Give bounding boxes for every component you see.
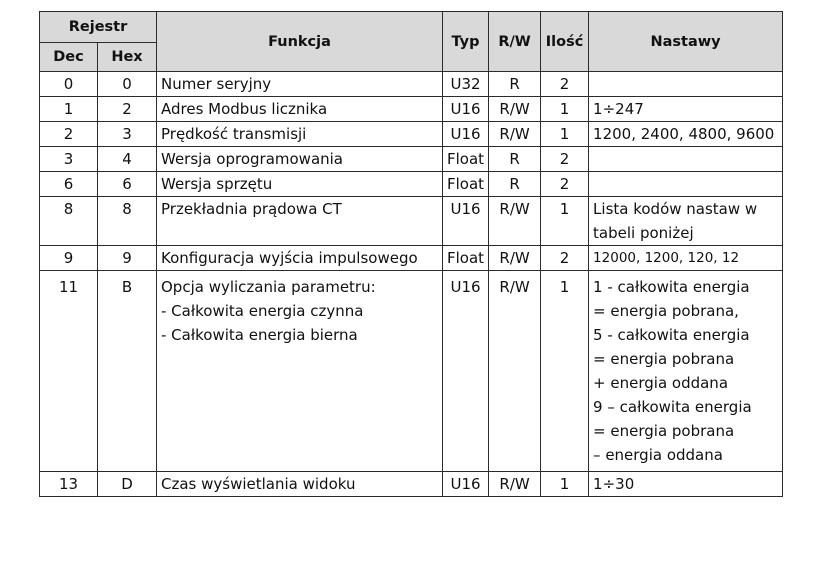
cell-dec: 11 — [40, 271, 98, 472]
table-row — [40, 147, 783, 172]
cell-hex: D — [98, 472, 157, 497]
cell-dec: 3 — [40, 147, 98, 172]
cell-typ: U32 — [443, 72, 489, 97]
cell-nastawy — [589, 147, 783, 172]
header-rejestr: Rejestr — [40, 12, 157, 43]
cell-typ: Float — [443, 147, 489, 172]
cell-rw: R/W — [489, 122, 541, 147]
cell-ilosc: 1 — [541, 97, 589, 122]
cell-nastawy-line: tabeli poniżej — [593, 224, 694, 242]
cell-ilosc: 2 — [541, 172, 589, 197]
cell-rw: R/W — [489, 197, 541, 246]
cell-typ: U16 — [443, 122, 489, 147]
cell-funkcja — [157, 72, 443, 97]
header-nastawy: Nastawy — [589, 12, 783, 72]
cell-ilosc: 1 — [541, 122, 589, 147]
cell-funkcja-line: Czas wyświetlania widoku — [161, 475, 356, 493]
table-row — [40, 97, 783, 122]
cell-nastawy-line: Lista kodów nastaw w — [593, 200, 758, 218]
cell-rw: R/W — [489, 472, 541, 497]
register-table — [39, 11, 783, 497]
cell-typ: U16 — [443, 97, 489, 122]
cell-nastawy — [589, 197, 783, 246]
cell-nastawy-line: 1÷30 — [593, 475, 635, 493]
cell-hex: 9 — [98, 246, 157, 271]
cell-rw: R — [489, 172, 541, 197]
cell-funkcja — [157, 472, 443, 497]
cell-funkcja — [157, 147, 443, 172]
cell-dec: 2 — [40, 122, 98, 147]
cell-funkcja — [157, 271, 443, 472]
cell-hex: 0 — [98, 72, 157, 97]
cell-rw: R/W — [489, 246, 541, 271]
cell-funkcja-line: Numer seryjny — [161, 75, 272, 93]
cell-nastawy — [589, 271, 783, 472]
cell-nastawy-line: 1 - całkowita energia — [593, 278, 750, 296]
cell-typ: Float — [443, 246, 489, 271]
cell-hex: 2 — [98, 97, 157, 122]
cell-nastawy — [589, 97, 783, 122]
cell-hex: B — [98, 271, 157, 472]
cell-typ: U16 — [443, 472, 489, 497]
cell-funkcja-line: Wersja oprogramowania — [161, 150, 343, 168]
header-hex: Hex — [98, 43, 157, 72]
header-ilosc: Ilość — [541, 12, 589, 72]
cell-nastawy-line: = energia pobrana — [593, 422, 735, 440]
cell-ilosc: 1 — [541, 271, 589, 472]
cell-nastawy-line: = energia pobrana — [593, 350, 735, 368]
cell-rw: R — [489, 72, 541, 97]
cell-hex: 8 — [98, 197, 157, 246]
header-funkcja: Funkcja — [157, 12, 443, 72]
cell-funkcja-line: Wersja sprzętu — [161, 175, 273, 193]
table-row — [40, 72, 783, 97]
cell-funkcja-line: Przekładnia prądowa CT — [161, 200, 342, 218]
cell-funkcja-line: - Całkowita energia bierna — [161, 326, 358, 344]
cell-nastawy — [589, 122, 783, 147]
cell-typ: U16 — [443, 197, 489, 246]
cell-dec: 13 — [40, 472, 98, 497]
cell-ilosc: 2 — [541, 246, 589, 271]
cell-funkcja — [157, 172, 443, 197]
cell-dec: 0 — [40, 72, 98, 97]
cell-rw: R — [489, 147, 541, 172]
cell-funkcja-line: Prędkość transmisji — [161, 125, 307, 143]
cell-nastawy-line: 1÷247 — [593, 100, 644, 118]
cell-rw: R/W — [489, 271, 541, 472]
cell-ilosc: 2 — [541, 72, 589, 97]
table-body — [40, 72, 783, 497]
cell-ilosc: 1 — [541, 472, 589, 497]
cell-hex: 6 — [98, 172, 157, 197]
cell-rw: R/W — [489, 97, 541, 122]
cell-typ: U16 — [443, 271, 489, 472]
cell-dec: 1 — [40, 97, 98, 122]
table-row — [40, 271, 783, 472]
cell-funkcja — [157, 97, 443, 122]
header-typ: Typ — [443, 12, 489, 72]
cell-nastawy-line: + energia oddana — [593, 374, 729, 392]
cell-funkcja-line: Konfiguracja wyjścia impulsowego — [161, 249, 418, 267]
cell-nastawy-line: 5 - całkowita energia — [593, 326, 750, 344]
cell-dec: 6 — [40, 172, 98, 197]
table-row — [40, 246, 783, 271]
cell-hex: 3 — [98, 122, 157, 147]
cell-nastawy-line: 9 – całkowita energia — [593, 398, 752, 416]
cell-funkcja — [157, 122, 443, 147]
cell-dec: 9 — [40, 246, 98, 271]
cell-nastawy — [589, 72, 783, 97]
table-row — [40, 122, 783, 147]
cell-typ: Float — [443, 172, 489, 197]
cell-ilosc: 2 — [541, 147, 589, 172]
table-row — [40, 172, 783, 197]
cell-nastawy — [589, 172, 783, 197]
cell-funkcja-line: - Całkowita energia czynna — [161, 302, 364, 320]
cell-nastawy — [589, 246, 783, 271]
cell-nastawy-line: 1200, 2400, 4800, 9600 — [593, 125, 775, 143]
cell-nastawy — [589, 472, 783, 497]
cell-funkcja — [157, 197, 443, 246]
cell-nastawy-line: – energia oddana — [593, 446, 723, 464]
cell-funkcja-line: Opcja wyliczania parametru: — [161, 278, 376, 296]
cell-funkcja-line: Adres Modbus licznika — [161, 100, 328, 118]
cell-ilosc: 1 — [541, 197, 589, 246]
cell-funkcja — [157, 246, 443, 271]
cell-nastawy-line: = energia pobrana, — [593, 302, 739, 320]
header-dec: Dec — [40, 43, 98, 72]
cell-nastawy-line: 12000, 1200, 120, 12 — [593, 250, 740, 266]
table-row — [40, 472, 783, 497]
cell-dec: 8 — [40, 197, 98, 246]
header-rw: R/W — [489, 12, 541, 72]
cell-hex: 4 — [98, 147, 157, 172]
table-row — [40, 197, 783, 246]
